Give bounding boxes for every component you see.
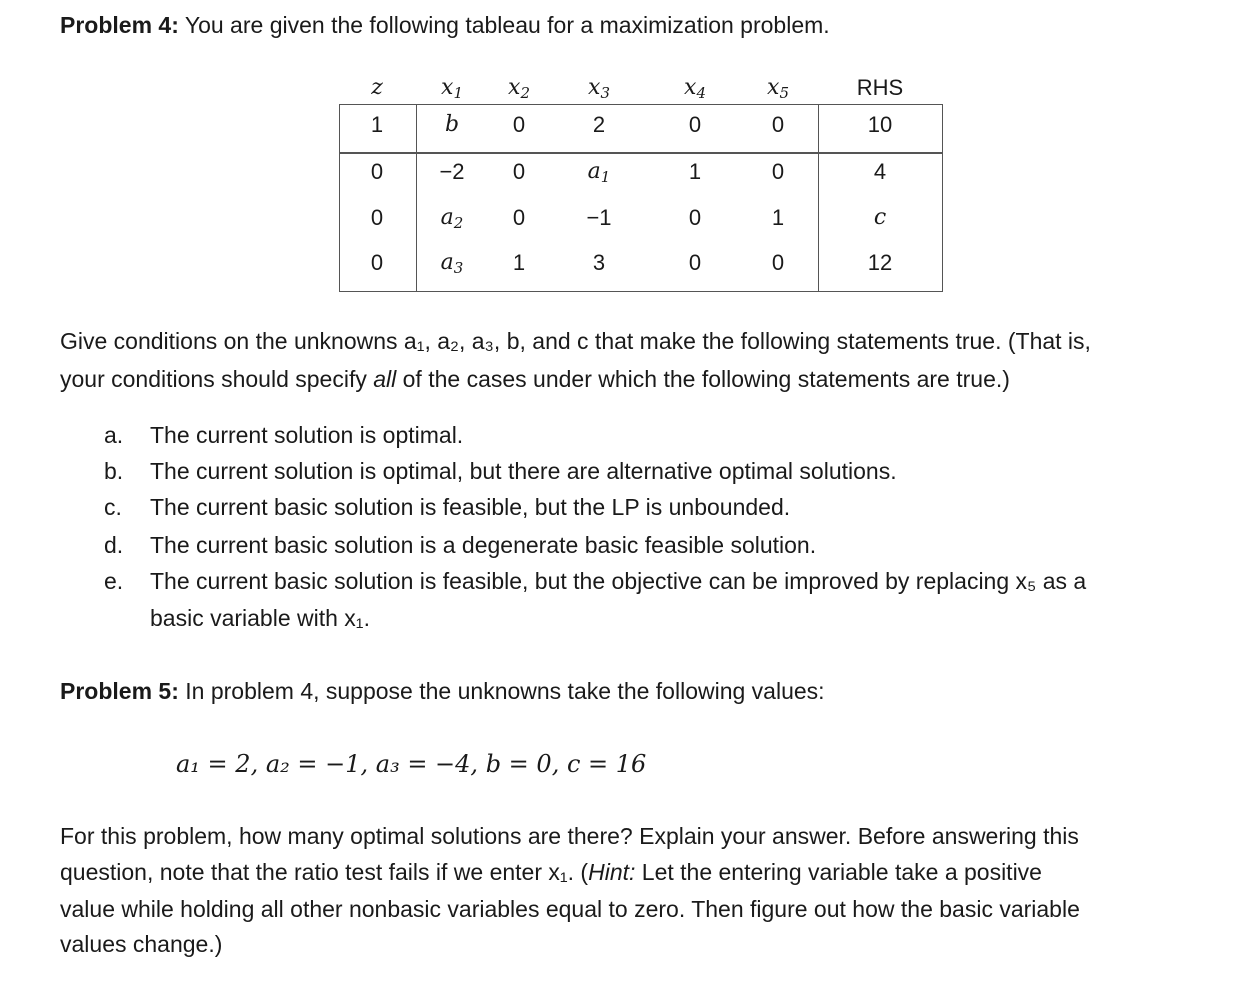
header-rhs: RHS [856, 75, 904, 100]
cell: 0 [512, 205, 526, 230]
header-x4: $x_4$ [684, 75, 706, 102]
problem5-label: Problem 5: [60, 678, 179, 704]
cell-b: b [444, 112, 460, 137]
cell: 0 [370, 159, 384, 184]
cell: 10 [867, 112, 893, 137]
values-equation: a₁ = 2, a₂ = −1, a₃ = −4, b = 0, c = 16 [176, 750, 647, 778]
cell: 12 [867, 250, 893, 275]
problem4-label: Problem 4: [60, 12, 179, 38]
item-text: The current basic solution is a degenerate basic feasible solution. [150, 532, 817, 558]
conditions-text: your conditions should specify [60, 366, 374, 392]
cell: 1 [771, 205, 785, 230]
problem4-heading [60, 12, 830, 39]
tableau-top-border [339, 104, 943, 105]
question-line-3: value while holding all other nonbasic variables equal to zero. Then figure out how the basic variable [60, 896, 1080, 922]
tableau-objective-divider [339, 152, 943, 154]
cell: −2 [439, 159, 465, 184]
cell: 0 [512, 112, 526, 137]
cell-c: c [873, 205, 887, 230]
tableau-right-border [942, 104, 943, 292]
cell: 0 [771, 112, 785, 137]
tableau-left-border [339, 104, 340, 292]
item-letter: b. [104, 458, 124, 484]
cell: 0 [771, 250, 785, 275]
header-x5: $x_5$ [767, 75, 789, 102]
tableau-rhs-divider [818, 104, 819, 292]
tableau-z-divider [416, 104, 417, 292]
conditions-text: of the cases under which the following statements are true.) [396, 366, 1010, 392]
item-text: The current basic solution is feasible, but the objective can be improved by replacing x₅ as a [150, 568, 1087, 594]
simplex-tableau [339, 74, 943, 292]
cell: 0 [512, 159, 526, 184]
cell: 2 [592, 112, 606, 137]
tableau-bottom-border [339, 291, 943, 292]
header-x2: $x_2$ [508, 75, 530, 102]
cell: 3 [592, 250, 606, 275]
conditions-emphasis: all [373, 366, 397, 392]
problem5-heading [60, 678, 825, 705]
cell: 4 [873, 159, 887, 184]
item-text: The current solution is optimal. [150, 422, 464, 448]
question-line-4: values change.) [60, 931, 223, 957]
question-line-2 [60, 859, 1042, 886]
cell-a2: $a_2$ [440, 205, 464, 232]
cell: 1 [512, 250, 526, 275]
cell: 0 [688, 205, 702, 230]
item-letter: c. [104, 494, 122, 520]
item-letter: a. [104, 422, 124, 448]
question-line-1: For this problem, how many optimal solutions are there? Explain your answer. Before answering this [60, 823, 1079, 849]
item-text-continued: basic variable with x₁. [150, 605, 370, 631]
item-text: The current solution is optimal, but there are alternative optimal solutions. [150, 458, 897, 484]
item-letter: d. [104, 532, 124, 558]
cell: 0 [370, 205, 384, 230]
cell: 0 [688, 250, 702, 275]
cell-a3: $a_3$ [440, 250, 464, 277]
problem5-intro: In problem 4, suppose the unknowns take the following values: [185, 678, 825, 704]
cell: 0 [370, 250, 384, 275]
cell: 0 [688, 112, 702, 137]
hint-label: Hint: [588, 859, 636, 885]
problem4-intro: You are given the following tableau for a maximization problem. [184, 12, 830, 38]
item-letter: e. [104, 568, 124, 594]
question-text: Let the entering variable take a positive [635, 859, 1042, 885]
item-text: The current basic solution is feasible, but the LP is unbounded. [150, 494, 791, 520]
header-z: z [371, 75, 383, 100]
cell: 1 [370, 112, 384, 137]
cell: 0 [771, 159, 785, 184]
cell-a1: $a_1$ [587, 159, 611, 186]
conditions-line-2 [60, 366, 1010, 393]
header-x1: $x_1$ [441, 75, 463, 102]
question-text: question, note that the ratio test fails if we enter x₁. ( [60, 859, 589, 885]
header-x3: $x_3$ [588, 75, 610, 102]
cell: 1 [688, 159, 702, 184]
cell: −1 [586, 205, 612, 230]
conditions-line-1: Give conditions on the unknowns a₁, a₂, a₃, b, and c that make the following statements true. (That is, [60, 328, 1091, 354]
